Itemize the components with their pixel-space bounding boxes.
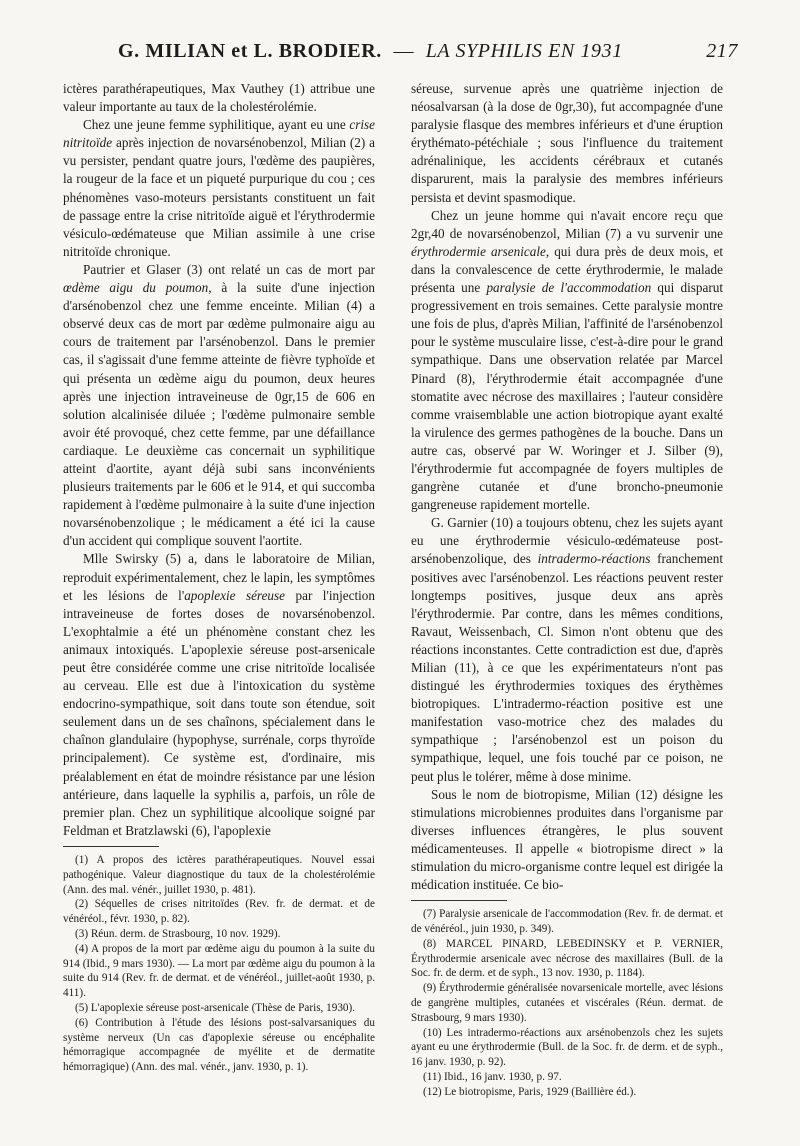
footnote-11: (11) Ibid., 16 janv. 1930, p. 97. [423, 1070, 562, 1083]
footnote-rule-right [411, 900, 507, 901]
right-p1-text-b: , qui dura près de deux mois, et dans la convalescence de cette érythrodermie, le malade présenta une [411, 243, 723, 296]
left-p2-text-b: , à la suite d'une injection d'arsénobenzol chez une femme enceinte. Milian (4) a observé deux cas de mort par œdème pulmonaire aigu au cours de traitement par l'arsénobenzol. Dans le premier cas, il s'agissait d'une femme atteinte de fièvre typhoïde et qui présenta un œdème aigu du poumon, deux heures après une injection intraveineuse de 0gr,15 de 606 en solution alcalinisée diluée ; l'œdème pulmonaire semble avoir été provoqué, chez cette femme, par une défaillance cardiaque. Le deuxième cas concernait un syphilitique atteint d'aortite, ayant déjà subi sans inconvénients plusieurs traitements par le 606 et le 914, et qui succomba rapidement à l'œdème pulmonaire à la suite d'une injection novarsénobenzolique ; le médicament a été ici la cause d'un accident qui complique souvent l'aortite. [63, 280, 376, 549]
left-p1-italic: crise nitritoïde [63, 117, 375, 151]
right-p1-italic: érythrodermie arsenicale [411, 243, 546, 259]
left-column [63, 80, 375, 1075]
running-header [118, 40, 738, 76]
footnote-12: (12) Le biotropisme, Paris, 1929 (Baillière éd.). [423, 1085, 637, 1098]
left-p2-text-a: Pautrier et Glaser (3) ont relaté un cas de mort par [83, 261, 375, 277]
right-paragraph-2 [411, 514, 723, 785]
right-p1-text-a: Chez un jeune homme qui n'avait encore reçu que 2gr,40 de novarsénobenzol, Milian (7) a vu survenir une [411, 207, 723, 241]
header-dash: — [393, 40, 415, 62]
footnote-7: (7) Paralysie arsenicale de l'accommodation (Rev. fr. de dermat. et de vénéréol., juin 1930, p. 349). [411, 908, 723, 936]
right-paragraph-3: Sous le nom de biotropisme, Milian (12) désigne les stimulations microbiennes produites dans l'organisme par diverses influences étrangères, le plus souvent médicamenteuses. Il appelle « biotropisme direct » la stimulation du micro-organisme contre lequel est dirigée la médication instituée. Ce bio- [411, 786, 723, 893]
left-paragraph-0: ictères parathérapeutiques, Max Vauthey (1) attribue une valeur importante au taux de la cholestérolémie. [63, 81, 375, 115]
footnote-rule-left [63, 846, 159, 847]
left-paragraph-3 [63, 550, 375, 840]
header-title: LA SYPHILIS EN 1931 [425, 40, 623, 62]
left-p3-text-a: Mlle Swirsky (5) a, dans le laboratoire de Milian, reproduit expérimentalement, chez le lapin, les symptômes et les lésions de l' [63, 551, 375, 603]
footnote-2: (2) Séquelles de crises nitritoïdes (Rev. fr. de dermat. et de vénéréol., févr. 1930, p. 82). [63, 898, 375, 926]
left-p1-text-b: après injection de novarsénobenzol, Milian (2) a vu persister, pendant quatre jours, l'œdème des paupières, la rougeur de la face et un piqueté purpurique du cou ; ces phénomènes vaso-moteurs persistants constituent un fait de passage entre la crise nitritoïde aiguë et l'érythrodermie vésiculo-œdémateuse que Milian assimile à une crise nitritoïde chronique. [63, 135, 375, 259]
right-p2-italic: intradermo-réactions [537, 551, 651, 567]
right-paragraph-0: séreuse, survenue après une quatrième injection de néosalvarsan (à la dose de 0gr,30), fut accompagnée d'une paralysie flasque des membres inférieurs et d'une éruption érythémato-pétéchiale ; sous l'influence du traitement adrénalinique, les accidents cérébraux et cutanés disparurent, mais la paralysie des membres inférieurs persista et devint spasmodique. [411, 81, 723, 205]
left-p1-text-a: Chez une jeune femme syphilitique, ayant eu une [83, 117, 350, 133]
right-p1-italic-2: paralysie de l'accommodation [486, 280, 652, 296]
footnote-10: (10) Les intradermo-réactions aux arsénobenzols chez les sujets ayant eu une érythrodermie (Bull. de la Soc. fr. de derm. et de syph., 16 janv. 1930, p. 92). [411, 1026, 723, 1069]
footnote-3: (3) Réun. derm. de Strasbourg, 10 nov. 1929). [75, 927, 281, 940]
left-paragraph-2 [63, 261, 375, 551]
footnote-8: (8) MARCEL PINARD, LEBEDINSKY et P. VERNIER, Érythrodermie arsenicale avec nécrose des maxillaires (Bull. de la Soc. fr. de derm. et de syph., 13 nov. 1930, p. 1184). [411, 937, 723, 980]
right-p1-text-c: qui disparut progressivement en trois semaines. Cette paralysie montre une fois de plus, d'après Milian, l'affinité de l'arsénobenzol pour le système musculaire lisse, c'est-à-dire pour le grand sympathique. Dans une observation relatée par Marcel Pinard (8), l'érythrodermie était accompagnée d'une stomatite avec nécrose des maxillaires ; l'auteur considère comme vraisemblable une action biotropique ayant exalté la virulence des germes pathogènes de la bouche. Dans un autre cas, observé par W. Woringer et J. Silber (9), l'érythrodermie fut accompagnée de foyers multiples de gangrène cutanée et d'une broncho-pneumonie gangreneuse rapidement mortelle. [411, 280, 723, 513]
footnote-9: (9) Érythrodermie généralisée novarsenicale mortelle, avec lésions de gangrène multiples, cutanées et viscérales (Réun. dermat. de Strasbourg, 9 mars 1930). [411, 982, 723, 1024]
footnote-5: (5) L'apoplexie séreuse post-arsenicale (Thèse de Paris, 1930). [75, 1001, 356, 1014]
left-footnotes [63, 853, 375, 1075]
right-column [411, 80, 723, 1100]
page-number: 217 [706, 40, 738, 62]
right-p2-text-b: franchement positives avec l'arsénobenzol. Les réactions peuvent rester longtemps positives, jusque deux ans après l'érythrodermie. Par contre, dans les mêmes conditions, Ravaut, Weissenbach, Cl. Simon n'ont obtenu que des réactions inconstantes. Cette contradiction est due, d'après Milian (11), à ce que les expérimentateurs n'ont pas distingué les érythrodermies toxiques des érythèmes biotropiques. L'intradermo-réaction positive est une manifestation vaso-motrice chez des malades du sympathique ; l'arsénobenzol est un poison du sympathique, lequel, une fois touché par ce poison, ne peut plus le tolérer, même à dose minime. [411, 551, 723, 784]
left-p3-text-b: par l'injection intraveineuse de fortes doses de novarsénobenzol. L'exophtalmie a été un phénomène constant chez les animaux intoxiqués. L'apoplexie séreuse post-arsenicale peut être considérée comme une crise nitritoïde localisée au cerveau. Elle est due à l'intoxication du système endocrino-sympathique, soit dans toute son étendue, soit seulement dans un de ses chaînons, spécialement dans le chaînon glandulaire (hypophyse, surrénale, corps thyroïde principalement). Ce système est, d'ordinaire, mis préalablement en état de moindre résistance par une lésion antérieure, dans laquelle la syphilis a, parfois, un rôle de premier plan. Chez un syphilitique alcoolique soigné par Feldman et Bratzlawski (6), l'apoplexie [63, 587, 375, 838]
right-p2-text-a: G. Garnier (10) a toujours obtenu, chez les sujets ayant eu une érythrodermie vésiculo-œdémateuse post-arsénobenzolique, des [411, 515, 723, 567]
right-footnotes [411, 907, 723, 1099]
footnote-4: (4) A propos de la mort par œdème aigu du poumon à la suite du 914 (Ibid., 9 mars 1930). — La mort par œdème aigu du poumon à la suite du 914 (Rev. fr. de dermat. et de vénéréol., juillet-août 1930, p. 411). [63, 942, 375, 1000]
right-paragraph-1 [411, 207, 723, 515]
footnote-1: (1) A propos des ictères parathérapeutiques. Nouvel essai pathogénique. Valeur diagnostique du taux de la cholestérolémie (Ann. des mal. vénér., juillet 1930, p. 481). [63, 853, 375, 896]
header-authors: G. MILIAN et L. BRODIER. [118, 40, 382, 62]
footnote-6: (6) Contribution à l'étude des lésions post-salvarsaniques du système nerveux (Un cas d'apoplexie séreuse ou encéphalite hémorragique accompagnée de myélite et de dermatite hémorragique) (Ann. des mal. vénér., janv. 1930, p. 1). [63, 1016, 375, 1074]
left-p2-italic: œdème aigu du poumon [63, 280, 209, 296]
left-paragraph-1 [63, 116, 375, 261]
left-p3-italic: apoplexie séreuse [184, 587, 286, 603]
